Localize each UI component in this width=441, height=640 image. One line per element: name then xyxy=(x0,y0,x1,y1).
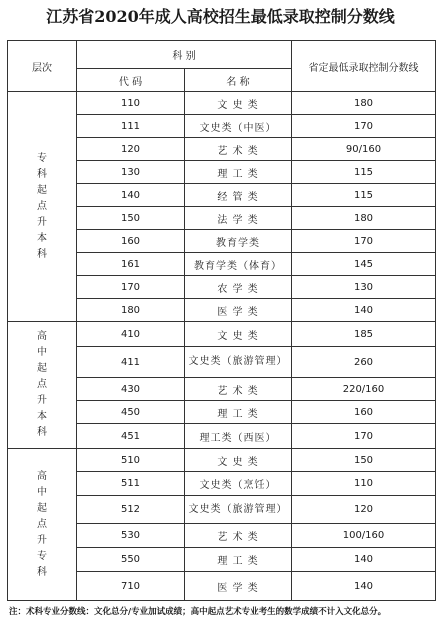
header-level: 层次 xyxy=(8,41,77,92)
score-cell: 140 xyxy=(292,548,436,572)
code-cell: 530 xyxy=(77,524,185,548)
footnote: 注：术科专业分数线：文化总分/专业加试成绩；高中起点艺术专业考生的数学成绩不计入文化总分。 xyxy=(9,607,387,617)
score-cell: 140 xyxy=(292,299,436,322)
code-cell: 150 xyxy=(77,207,185,230)
code-cell: 130 xyxy=(77,161,185,184)
code-cell: 120 xyxy=(77,138,185,161)
score-cell: 220/160 xyxy=(292,378,436,401)
name-cell: 理 工 类 xyxy=(185,401,292,424)
code-cell: 160 xyxy=(77,230,185,253)
table-body xyxy=(8,92,436,601)
level-label: 高中起点升专科 xyxy=(37,470,47,578)
score-cell: 115 xyxy=(292,161,436,184)
header-code: 代 码 xyxy=(77,69,185,92)
code-cell: 170 xyxy=(77,276,185,299)
score-cell: 160 xyxy=(292,401,436,424)
name-cell: 文 史 类 xyxy=(185,322,292,347)
code-cell: 111 xyxy=(77,115,185,138)
score-cell: 130 xyxy=(292,276,436,299)
score-cell: 115 xyxy=(292,184,436,207)
code-cell: 510 xyxy=(77,449,185,472)
score-cell: 260 xyxy=(292,347,436,378)
code-cell: 450 xyxy=(77,401,185,424)
table-row xyxy=(8,449,436,472)
name-cell: 医 学 类 xyxy=(185,572,292,601)
code-cell: 110 xyxy=(77,92,185,115)
level-cell xyxy=(8,449,77,601)
code-cell: 411 xyxy=(77,347,185,378)
code-cell: 710 xyxy=(77,572,185,601)
name-cell: 文史类（旅游管理） xyxy=(185,347,292,378)
code-cell: 410 xyxy=(77,322,185,347)
score-cell: 110 xyxy=(292,472,436,496)
level-cell xyxy=(8,92,77,322)
code-cell: 451 xyxy=(77,424,185,449)
score-cell: 180 xyxy=(292,207,436,230)
score-cell: 180 xyxy=(292,92,436,115)
header-score: 省定最低录取控制分数线 xyxy=(292,41,436,92)
code-cell: 512 xyxy=(77,496,185,524)
name-cell: 法 学 类 xyxy=(185,207,292,230)
score-cell: 145 xyxy=(292,253,436,276)
code-cell: 511 xyxy=(77,472,185,496)
level-label: 高中起点升本科 xyxy=(37,331,47,438)
name-cell: 文 史 类 xyxy=(185,449,292,472)
score-cell: 100/160 xyxy=(292,524,436,548)
name-cell: 教育学类（体育） xyxy=(185,253,292,276)
page-title: 江苏省2020年成人高校招生最低录取控制分数线 xyxy=(46,7,395,26)
name-cell: 经 管 类 xyxy=(185,184,292,207)
name-cell: 理 工 类 xyxy=(185,548,292,572)
table-row xyxy=(8,92,436,115)
level-label: 专科起点升本科 xyxy=(37,152,47,260)
code-cell: 140 xyxy=(77,184,185,207)
code-cell: 430 xyxy=(77,378,185,401)
name-cell: 农 学 类 xyxy=(185,276,292,299)
score-cell: 170 xyxy=(292,424,436,449)
name-cell: 文史类（烹饪） xyxy=(185,472,292,496)
score-cell: 150 xyxy=(292,449,436,472)
score-cell: 120 xyxy=(292,496,436,524)
table-row xyxy=(8,322,436,347)
score-table xyxy=(7,40,436,601)
name-cell: 医 学 类 xyxy=(185,299,292,322)
name-cell: 文 史 类 xyxy=(185,92,292,115)
level-cell xyxy=(8,322,77,449)
name-cell: 艺 术 类 xyxy=(185,378,292,401)
name-cell: 理工类（西医） xyxy=(185,424,292,449)
score-cell: 90/160 xyxy=(292,138,436,161)
code-cell: 180 xyxy=(77,299,185,322)
score-cell: 170 xyxy=(292,230,436,253)
code-cell: 161 xyxy=(77,253,185,276)
name-cell: 文史类（中医） xyxy=(185,115,292,138)
name-cell: 艺 术 类 xyxy=(185,138,292,161)
score-cell: 185 xyxy=(292,322,436,347)
code-cell: 550 xyxy=(77,548,185,572)
score-cell: 140 xyxy=(292,572,436,601)
score-cell: 170 xyxy=(292,115,436,138)
name-cell: 教育学类 xyxy=(185,230,292,253)
name-cell: 艺 术 类 xyxy=(185,524,292,548)
name-cell: 文史类（旅游管理） xyxy=(185,496,292,524)
name-cell: 理 工 类 xyxy=(185,161,292,184)
header-name: 名 称 xyxy=(185,69,292,92)
header-subject: 科 别 xyxy=(77,41,292,69)
